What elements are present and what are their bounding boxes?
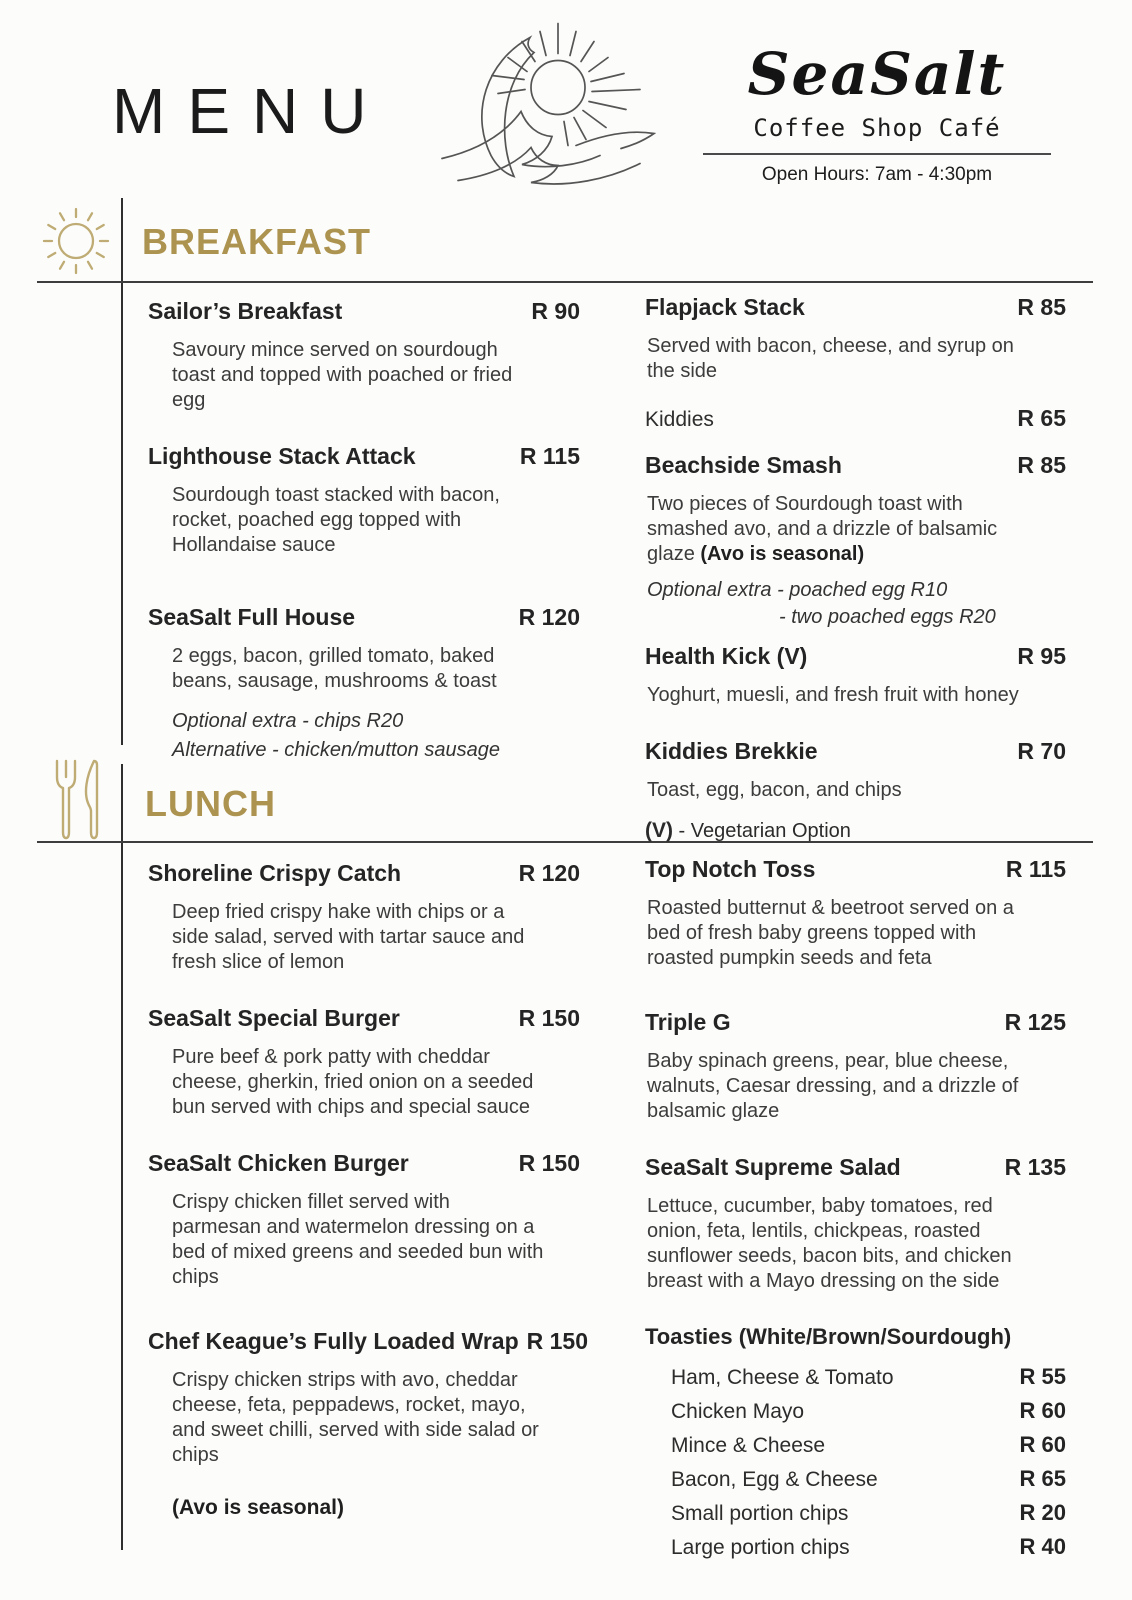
menu-item: [148, 441, 580, 558]
item-description: Two pieces of Sourdough toast with smashed avo, and a drizzle of balsamic glaze (Avo is seasonal): [647, 493, 998, 565]
menu-item: [645, 450, 1066, 631]
menu-subitem: [645, 404, 1066, 434]
item-price: R 20: [1019, 1500, 1066, 1525]
item-name: Chef Keague’s Fully Loaded Wrap: [148, 1328, 519, 1354]
item-price: R 55: [1019, 1364, 1066, 1389]
item-description: Sourdough toast stacked with bacon, rocket, poached egg topped with Hollandaise sauce: [172, 484, 500, 556]
toastie-row: [671, 1364, 1066, 1398]
item-price: R 65: [1019, 1466, 1066, 1491]
item-name: Kiddies Brekkie: [645, 738, 818, 764]
item-price: R 115: [519, 443, 580, 469]
seasonal-note: (Avo is seasonal): [700, 543, 865, 565]
item-name: Lighthouse Stack Attack: [148, 443, 416, 469]
item-price: R 40: [1019, 1534, 1066, 1559]
item-note: Alternative - chicken/mutton sausage: [172, 739, 500, 761]
breakfast-right-column: [645, 292, 1066, 843]
fork-knife-icon: [50, 757, 104, 843]
breakfast-divider: [37, 281, 1093, 283]
toastie-row: [671, 1432, 1066, 1466]
toasties-title: Toasties (White/Brown/Sourdough): [645, 1324, 1012, 1349]
item-price: R 85: [1017, 294, 1066, 320]
item-description: Crispy chicken fillet served with parmesan and watermelon dressing on a bed of mixed greens and seeded bun with chips: [172, 1191, 544, 1288]
item-name: Kiddies: [645, 408, 714, 431]
item-description: Crispy chicken strips with avo, cheddar cheese, feta, peppadews, rocket, mayo, and sweet chilli, served with side salad or chips: [172, 1369, 539, 1466]
menu-item: [645, 641, 1066, 708]
menu-item: [645, 292, 1066, 434]
lunch-left-column: [148, 858, 588, 1548]
item-price: R 135: [1004, 1154, 1066, 1180]
brand-divider: [703, 153, 1051, 155]
item-name: Mince & Cheese: [671, 1434, 826, 1457]
item-price: R 120: [518, 604, 580, 630]
menu-item: [148, 1003, 580, 1120]
item-description: Roasted butternut & beetroot served on a bed of fresh baby greens topped with roasted pumpkin seeds and feta: [647, 897, 1014, 969]
item-name: SeaSalt Chicken Burger: [148, 1150, 409, 1176]
lunch-vertical-rule: [121, 764, 123, 1550]
item-price: R 60: [1019, 1398, 1066, 1423]
item-name: Small portion chips: [671, 1502, 849, 1525]
item-name: Beachside Smash: [645, 452, 842, 478]
item-price: R 125: [1004, 1009, 1066, 1035]
open-hours: Open Hours: 7am - 4:30pm: [761, 164, 993, 185]
lunch-heading: LUNCH: [145, 783, 276, 824]
sun-icon: [40, 203, 112, 275]
brand-name: SeaSalt: [747, 40, 1007, 108]
item-price: R 90: [531, 298, 580, 324]
breakfast-heading: BREAKFAST: [142, 221, 372, 262]
item-name: SeaSalt Special Burger: [148, 1005, 400, 1031]
menu-item: [148, 296, 580, 413]
page-title: MENU: [112, 75, 389, 147]
item-name: Chicken Mayo: [671, 1400, 805, 1423]
item-price: R 85: [1017, 452, 1066, 478]
brand-subtitle: Coffee Shop Café: [753, 114, 1001, 142]
seasonal-note: (Avo is seasonal): [172, 1496, 344, 1519]
item-description: Baby spinach greens, pear, blue cheese, walnuts, Caesar dressing, and a drizzle of balsamic glaze: [647, 1050, 1019, 1122]
item-description: Savoury mince served on sourdough toast and topped with poached or fried egg: [172, 339, 513, 411]
item-price: R 70: [1017, 738, 1066, 764]
item-price: R 65: [1017, 405, 1066, 431]
item-name: Ham, Cheese & Tomato: [671, 1366, 894, 1389]
item-note: Optional extra - poached egg R10: [647, 579, 948, 601]
item-price: R 150: [518, 1005, 580, 1031]
item-price: R 60: [1019, 1432, 1066, 1457]
menu-item: [645, 854, 1066, 971]
toasties-section: [645, 1322, 1066, 1568]
item-name: Health Kick (V): [645, 643, 808, 669]
toastie-row: [671, 1500, 1066, 1534]
menu-item: [148, 1148, 580, 1290]
item-description: Deep fried crispy hake with chips or a side salad, served with tartar sauce and fresh slice of lemon: [172, 901, 525, 973]
item-name: SeaSalt Supreme Salad: [645, 1154, 901, 1180]
breakfast-left-column: [148, 296, 580, 792]
item-description: 2 eggs, bacon, grilled tomato, baked beans, sausage, mushrooms & toast: [172, 645, 497, 692]
item-name: Flapjack Stack: [645, 294, 805, 320]
item-description: Toast, egg, bacon, and chips: [647, 779, 902, 801]
item-name: Shoreline Crispy Catch: [148, 860, 402, 886]
toastie-row: [671, 1534, 1066, 1568]
item-name: Top Notch Toss: [645, 856, 816, 882]
item-price: R 95: [1017, 643, 1066, 669]
item-name: Sailor’s Breakfast: [148, 298, 343, 324]
sun-wave-logo-icon: [428, 16, 668, 194]
item-note: - two poached eggs R20: [779, 606, 996, 628]
item-name: Triple G: [645, 1009, 731, 1035]
item-price: R 150: [526, 1328, 588, 1354]
item-description: Pure beef & pork patty with cheddar cheese, gherkin, fried onion on a seeded bun served with chips and special sauce: [172, 1046, 534, 1118]
toastie-row: [671, 1398, 1066, 1432]
item-description: Served with bacon, cheese, and syrup on the side: [647, 335, 1014, 382]
toastie-row: [671, 1466, 1066, 1500]
menu-item: [148, 602, 580, 764]
item-name: Bacon, Egg & Cheese: [671, 1468, 878, 1491]
brand-block: [703, 38, 1051, 186]
item-note: Optional extra - chips R20: [172, 710, 404, 732]
menu-item: [645, 1007, 1066, 1124]
menu-item: [645, 1152, 1066, 1294]
menu-item: [645, 736, 1066, 803]
item-description: Lettuce, cucumber, baby tomatoes, red onion, feta, lentils, chickpeas, roasted sunflower seeds, bacon bits, and chicken breast with a Mayo dressing on the side: [647, 1195, 1012, 1292]
item-price: R 120: [518, 860, 580, 886]
menu-item: [148, 858, 580, 975]
item-name: SeaSalt Full House: [148, 604, 356, 630]
lunch-right-column: [645, 854, 1066, 1568]
item-price: R 115: [1005, 856, 1066, 882]
item-name: Large portion chips: [671, 1536, 850, 1559]
item-price: R 150: [518, 1150, 580, 1176]
menu-item: [148, 1326, 588, 1520]
item-description: Yoghurt, muesli, and fresh fruit with honey: [647, 684, 1019, 706]
vegetarian-note: (V) - Vegetarian Option: [645, 819, 851, 842]
